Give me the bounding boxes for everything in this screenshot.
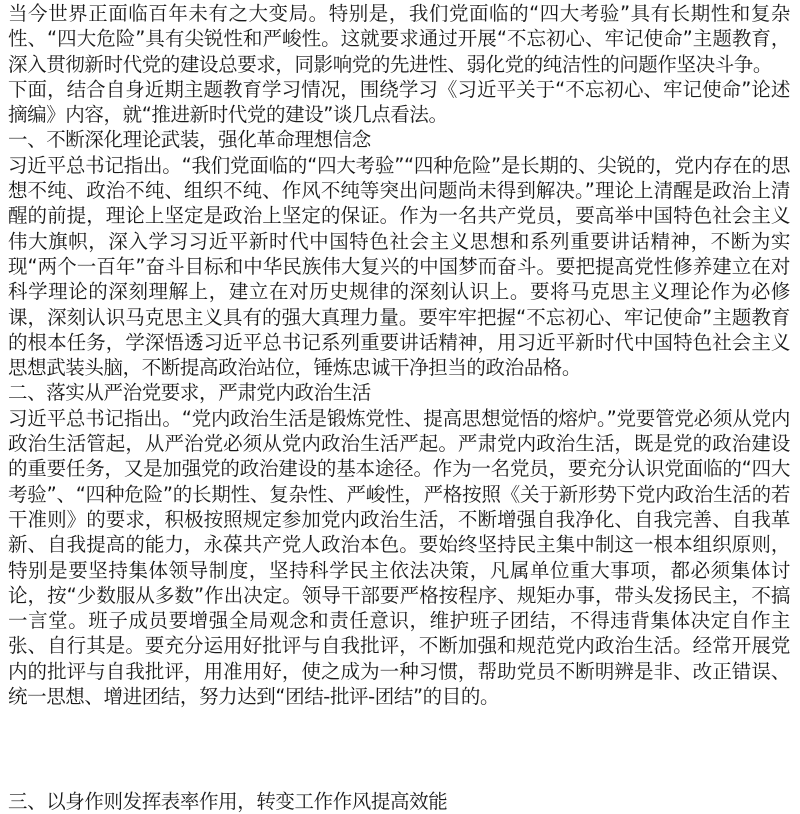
section-body-1: 习近平总书记指出。“我们党面临的“四大考验”“四种危险”是长期的、尖锐的，党内存在的思想不纯、政治不纯、组织不纯、作风不纯等突出问题尚未得到解决。”理论上清醒是政治上清醒的前提，理论上坚定是政治上坚定的保证。作为一名共产党员，要高举中国特色社会主义伟大旗帜，深入学习习近平新时代中国特色社会主义思想和系列重要讲话精神，不断为实现“两个一百年”奋斗目标和中华民族伟大复兴的中国梦而奋斗。要把提高党性修养建立在对科学理论的深刻理解上，建立在对历史规律的深刻认识上。要将马克思主义理论作为必修课，深刻认识马克思主义具有的强大真理力量。要牢牢把握“不忘初心、牢记使命”主题教育的根本任务，学深悟透习近平总书记系列重要讲话精神，用习近平新时代中国特色社会主义思想武装头脑，不断提高政治站位，锤炼忠诚干净担当的政治品格。 bbox=[8, 153, 790, 380]
section-heading-2: 二、落实从严治党要求，严肃党内政治生活 bbox=[8, 381, 371, 405]
cut-off-next-heading: 三、以身作则发挥表率作用，转变工作作风提高效能 bbox=[8, 789, 448, 813]
section-body-2: 习近平总书记指出。“党内政治生活是锻炼党性、提高思想觉悟的熔炉。”党要管党必须从党内政治生活管起，从严治党必须从党内政治生活严起。严肃党内政治生活，既是党的政治建设的重要任务，又是加强党的政治建设的基本途径。作为一名党员，要充分认识党面临的“四大考验”、“四种危险”的长期性、复杂性、严峻性，严格按照《关于新形势下党内政治生活的若干准则》的要求，积极按照规定参加党内政治生活，不断增强自我净化、自我完善、自我革新、自我提高的能力，永葆共产党人政治本色。要始终坚持民主集中制这一根本组织原则，特别是要坚持集体领导制度，坚持科学民主依法决策，凡属单位重大事项，都必须集体讨论，按“少数服从多数”作出决定。领导干部要严格按程序、规矩办事，带头发扬民主，不搞一言堂。班子成员要增强全局观念和责任意识，维护班子团结，不得违背集体决定自作主张、自行其是。要充分运用好批评与自我批评，不断加强和规范党内政治生活。经常开展党内的批评与自我批评，用准用好，使之成为一种习惯，帮助党员不断明辨是非、改正错误、统一思想、增进团结，努力达到“团结-批评-团结”的目的。 bbox=[8, 406, 790, 709]
intro-paragraph: 当今世界正面临百年未有之大变局。特别是，我们党面临的“四大考验”具有长期性和复杂性、“四大危险”具有尖锐性和严峻性。这就要求通过开展“不忘初心、牢记使命”主题教育，深入贯彻新时代党的建设总要求，同影响党的先进性、弱化党的纯洁性的问题作坚决斗争。 bbox=[8, 2, 790, 76]
lead-paragraph: 下面，结合自身近期主题教育学习情况，围绕学习《习近平关于“不忘初心、牢记使命”论述摘编》内容，就“推进新时代党的建设”谈几点看法。 bbox=[8, 77, 790, 127]
section-heading-1: 一、不断深化理论武装，强化革命理想信念 bbox=[8, 128, 371, 152]
